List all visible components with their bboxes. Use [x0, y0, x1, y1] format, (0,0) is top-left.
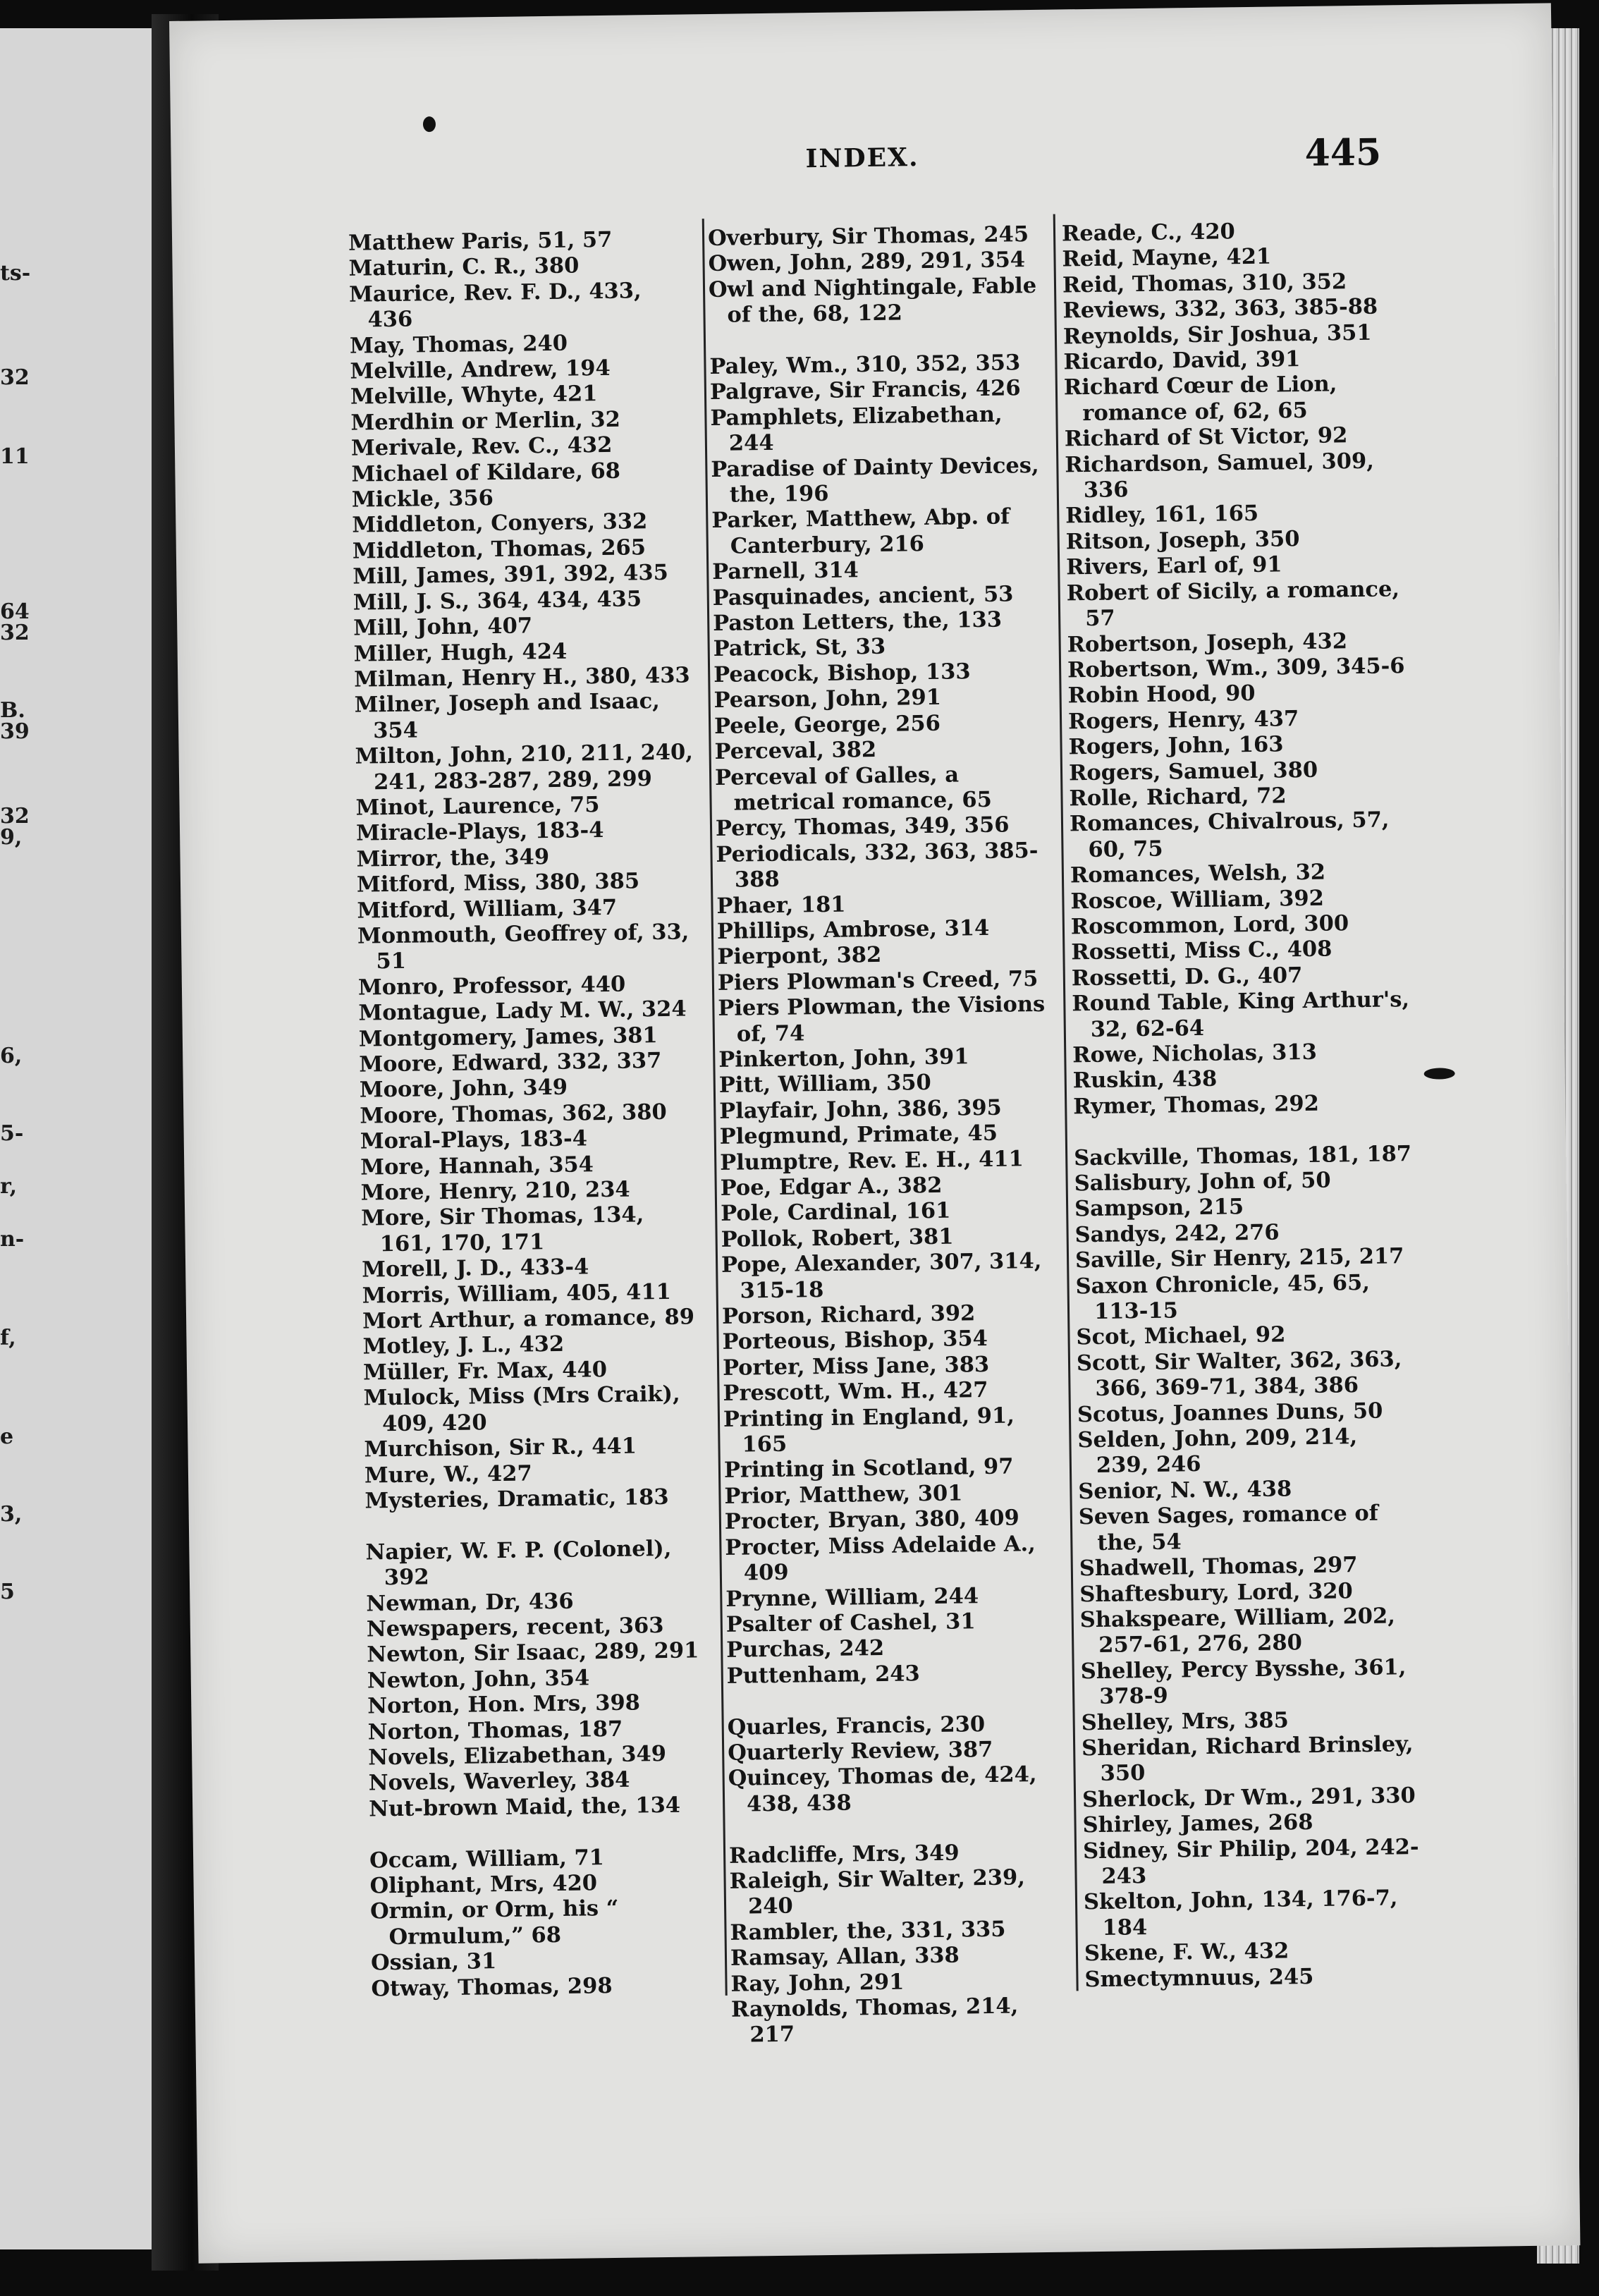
index-entry: Rivers, Earl of, 91 — [1066, 551, 1282, 580]
index-entry: Merdhin or Merlin, 32 — [350, 406, 621, 436]
facing-page-text: 39 — [0, 719, 30, 744]
ink-smudge — [1424, 1068, 1455, 1080]
index-entry: Newton, John, 354 — [367, 1665, 590, 1694]
index-entry: Sidney, Sir Philip, 204, 242-243 — [1082, 1833, 1419, 1889]
index-entry: Minot, Laurence, 75 — [355, 792, 600, 821]
index-entry: Sampson, 215 — [1074, 1194, 1244, 1222]
index-entry: Moore, John, 349 — [359, 1075, 568, 1104]
index-entry: Moore, Edward, 332, 337 — [359, 1047, 662, 1077]
index-entry: Rossetti, D. G., 407 — [1071, 962, 1303, 991]
index-entry: Monmouth, Geoffrey of, 33, 51 — [357, 919, 690, 975]
index-entry: Müller, Fr. Max, 440 — [362, 1356, 608, 1386]
facing-page-text: 32 — [0, 621, 30, 645]
index-entry: Periodicals, 332, 363, 385-388 — [716, 837, 1039, 893]
index-entry: Roscoe, William, 392 — [1070, 885, 1325, 914]
facing-page-text: 32 — [0, 804, 30, 829]
index-entry: Porteous, Bishop, 354 — [722, 1326, 988, 1355]
index-entry: Reviews, 332, 363, 385-88 — [1062, 293, 1378, 324]
index-entry: Robert of Sicily, a romance, 57 — [1066, 575, 1400, 632]
index-entry: Owen, John, 289, 291, 354 — [708, 247, 1026, 277]
ink-blot — [423, 116, 436, 132]
index-entry: Mickle, 356 — [351, 485, 494, 513]
index-entry: Prescott, Wm. H., 427 — [723, 1377, 988, 1407]
section-gap — [728, 1813, 1067, 1843]
index-entry: Purchas, 242 — [726, 1635, 885, 1663]
facing-page-text: 64 — [0, 599, 30, 624]
index-entry: Robin Hood, 90 — [1067, 680, 1256, 709]
index-entry: Reid, Thomas, 310, 352 — [1062, 268, 1347, 298]
index-column-1 — [348, 226, 710, 2001]
index-entry: Printing in England, 91, 165 — [723, 1403, 1015, 1458]
index-entry: Ruskin, 438 — [1072, 1066, 1218, 1094]
index-page — [169, 3, 1580, 2263]
index-entry: Procter, Bryan, 380, 409 — [724, 1505, 1019, 1535]
index-entry: Palgrave, Sir Francis, 426 — [709, 375, 1021, 405]
index-entry: Norton, Hon. Mrs, 398 — [367, 1690, 641, 1719]
section-gap — [1073, 1115, 1411, 1145]
index-entry: Miller, Hugh, 424 — [353, 638, 568, 667]
index-entry: Shelley, Percy Bysshe, 361, 378-9 — [1080, 1654, 1407, 1710]
index-entry: Sheridan, Richard Brinsley, 350 — [1081, 1731, 1414, 1787]
index-entry: Piers Plowman, the Visions of, 74 — [718, 991, 1046, 1047]
index-entry: Milton, John, 210, 211, 240, 241, 283-287, 289, 299 — [355, 739, 694, 795]
index-entry: More, Hannah, 354 — [360, 1151, 594, 1180]
index-entry: Procter, Miss Adelaide A., 409 — [725, 1530, 1036, 1586]
index-entry: Montague, Lady M. W., 324 — [358, 996, 687, 1026]
index-entry: Paradise of Dainty Devices, the, 196 — [711, 452, 1039, 508]
index-entry: Prynne, William, 244 — [725, 1582, 979, 1612]
index-entry: Rowe, Nicholas, 313 — [1072, 1039, 1318, 1068]
index-entry: Novels, Waverley, 384 — [368, 1767, 630, 1796]
index-entry: Robertson, Wm., 309, 345-6 — [1067, 653, 1405, 683]
index-entry: Ritson, Joseph, 350 — [1065, 525, 1300, 555]
index-entry: Morell, J. D., 433-4 — [361, 1254, 589, 1283]
index-entry: Ramsay, Allan, 338 — [730, 1942, 960, 1971]
facing-page-text: B. — [0, 698, 25, 723]
index-entry: Parker, Matthew, Abp. of Canterbury, 216 — [711, 503, 1010, 559]
index-entry: Milner, Joseph and Isaac, 354 — [354, 688, 661, 744]
index-entry: Quarterly Review, 387 — [727, 1736, 993, 1766]
index-entry: Saville, Sir Henry, 215, 217 — [1074, 1243, 1404, 1274]
index-entry: Mill, James, 391, 392, 435 — [353, 560, 669, 590]
index-entry: Merivale, Rev. C., 432 — [350, 432, 613, 461]
index-entry: Oliphant, Mrs, 420 — [369, 1870, 598, 1899]
index-entry: Richard of St Victor, 92 — [1064, 422, 1348, 452]
facing-page-text: n- — [0, 1227, 25, 1252]
index-entry: Michael of Kildare, 68 — [351, 458, 621, 487]
index-entry: Rogers, Samuel, 380 — [1068, 757, 1318, 786]
index-entry: Maurice, Rev. F. D., 433, 436 — [348, 278, 642, 333]
index-entry: Raleigh, Sir Walter, 239, 240 — [729, 1864, 1026, 1919]
index-entry: Mill, J. S., 364, 434, 435 — [353, 585, 642, 616]
index-entry: Pinkerton, John, 391 — [718, 1044, 969, 1073]
index-entry: Shelley, Mrs, 385 — [1081, 1706, 1289, 1735]
facing-page-text: e — [0, 1424, 14, 1449]
index-entry: Reynolds, Sir Joshua, 351 — [1062, 319, 1372, 350]
index-entry: Miracle-Plays, 183-4 — [355, 817, 604, 846]
index-entry: Plegmund, Primate, 45 — [719, 1120, 998, 1150]
index-entry: Romances, Chivalrous, 57, 60, 75 — [1069, 807, 1390, 862]
index-entry: Parnell, 314 — [712, 557, 859, 585]
index-entry: Shirley, James, 268 — [1082, 1809, 1313, 1838]
index-entry: Moore, Thomas, 362, 380 — [360, 1099, 667, 1129]
index-entry: Overbury, Sir Thomas, 245 — [707, 221, 1029, 252]
facing-page-text: 32 — [0, 365, 30, 390]
index-entry: Sherlock, Dr Wm., 291, 330 — [1082, 1782, 1416, 1813]
index-entry: Melville, Whyte, 421 — [350, 381, 598, 410]
index-entry: Newton, Sir Isaac, 289, 291 — [367, 1637, 699, 1668]
index-entry: Ossian, 31 — [370, 1948, 497, 1976]
index-column-2 — [708, 221, 1070, 2048]
index-entry: Richardson, Samuel, 309, 336 — [1065, 448, 1375, 503]
index-entry: Shakspeare, William, 202, 257-61, 276, 280 — [1079, 1603, 1396, 1659]
index-entry: Perceval, 382 — [714, 737, 877, 765]
index-entry: Robertson, Joseph, 432 — [1067, 628, 1348, 657]
index-entry: Seven Sages, romance of the, 54 — [1078, 1501, 1379, 1556]
index-entry: Printing in Scotland, 97 — [723, 1453, 1014, 1484]
index-entry: Phaer, 181 — [716, 891, 846, 919]
index-entry: Rolle, Richard, 72 — [1069, 783, 1287, 812]
index-entry: Rogers, John, 163 — [1068, 731, 1284, 760]
index-entry: Reade, C., 420 — [1061, 219, 1236, 247]
index-entry: Rossetti, Miss C., 408 — [1071, 936, 1332, 965]
index-entry: Percy, Thomas, 349, 356 — [715, 812, 1010, 842]
index-entry: Piers Plowman's Creed, 75 — [717, 965, 1039, 996]
index-entry: Pole, Cardinal, 161 — [720, 1198, 951, 1227]
index-entry: Peele, George, 256 — [713, 710, 941, 739]
index-entry: Scot, Michael, 92 — [1076, 1321, 1286, 1350]
index-entry: Paston Letters, the, 133 — [713, 606, 1003, 637]
index-entry: Raynolds, Thomas, 214, 217 — [730, 1993, 1019, 2048]
index-entry: Mulock, Miss (Mrs Craik), 409, 420 — [363, 1381, 680, 1436]
index-entry: Prior, Matthew, 301 — [724, 1480, 963, 1509]
index-entry: Poe, Edgar A., 382 — [720, 1172, 943, 1201]
index-entry: Motley, J. L., 432 — [362, 1331, 565, 1360]
facing-page-text: f, — [0, 1326, 16, 1350]
index-entry: Newman, Dr, 436 — [366, 1588, 574, 1617]
index-entry: Melville, Andrew, 194 — [350, 355, 611, 384]
index-entry: Paley, Wm., 310, 352, 353 — [709, 350, 1021, 380]
index-entry: Monro, Professor, 440 — [357, 971, 626, 1001]
index-entry: Roscommon, Lord, 300 — [1070, 910, 1349, 940]
index-entry: Porter, Miss Jane, 383 — [722, 1351, 990, 1381]
index-entry: Moral-Plays, 183-4 — [360, 1125, 588, 1154]
index-entry: Radcliffe, Mrs, 349 — [728, 1840, 960, 1869]
index-entry: Montgomery, James, 381 — [358, 1022, 658, 1052]
index-entry: Skene, F. W., 432 — [1084, 1938, 1289, 1967]
index-entry: Occam, William, 71 — [369, 1844, 605, 1874]
index-entry: Ormin, or Orm, his “ Ormulum,” 68 — [369, 1895, 619, 1950]
index-entry: Pamphlets, Elizabethan, 244 — [710, 401, 1003, 456]
index-entry: Pasquinades, ancient, 53 — [712, 581, 1014, 611]
index-entry: Salisbury, John of, 50 — [1074, 1167, 1331, 1197]
index-entry: Rymer, Thomas, 292 — [1073, 1090, 1320, 1120]
index-entry: Owl and Nightingale, Fable of the, 68, 122 — [708, 272, 1037, 328]
section-gap — [727, 1685, 1065, 1715]
index-entry: Porson, Richard, 392 — [721, 1300, 976, 1329]
index-entry: Puttenham, 243 — [726, 1660, 920, 1689]
running-head — [171, 130, 1552, 175]
index-entry: Ridley, 161, 165 — [1065, 501, 1259, 529]
facing-page-text: ts- — [0, 261, 31, 286]
index-entry: Mort Arthur, a romance, 89 — [362, 1304, 695, 1334]
facing-page-fragment — [0, 28, 152, 2249]
index-entry: Saxon Chronicle, 45, 65, 113-15 — [1075, 1269, 1371, 1325]
facing-page-text: 3, — [0, 1502, 23, 1527]
index-column-3 — [1062, 216, 1423, 1992]
index-entry: Pearson, John, 291 — [713, 685, 942, 714]
facing-page-text: 5 — [0, 1580, 15, 1604]
index-entry: Psalter of Cashel, 31 — [725, 1608, 976, 1637]
index-entry: Phillips, Ambrose, 314 — [716, 915, 990, 944]
page-number: 445 — [1304, 130, 1382, 175]
index-entry: Matthew Paris, 51, 57 — [348, 226, 613, 256]
index-entry: Quarles, Francis, 230 — [727, 1711, 986, 1740]
index-entry: Mysteries, Dramatic, 183 — [364, 1484, 669, 1514]
index-entry: Romances, Welsh, 32 — [1070, 859, 1326, 889]
index-entry: Shaftesbury, Lord, 320 — [1079, 1577, 1353, 1607]
page-title: INDEX. — [805, 142, 919, 174]
index-entry: Napier, W. F. P. (Colonel), 392 — [365, 1535, 672, 1591]
index-entry: Middleton, Conyers, 332 — [352, 508, 648, 539]
facing-page-text: r, — [0, 1174, 18, 1199]
index-entry: Sackville, Thomas, 181, 187 — [1073, 1140, 1412, 1171]
index-entry: Milman, Henry H., 380, 433 — [354, 662, 690, 692]
index-entry: Skelton, John, 134, 176-7, 184 — [1083, 1885, 1398, 1941]
index-entry: Pitt, William, 350 — [718, 1070, 931, 1099]
index-entry: Richard Cœur de Lion, romance of, 62, 65 — [1063, 371, 1337, 426]
index-entry: Novels, Elizabethan, 349 — [368, 1740, 667, 1771]
index-entry: Smectymnuus, 245 — [1084, 1963, 1314, 1992]
index-entry: Ray, John, 291 — [730, 1969, 905, 1997]
index-entry: Mill, John, 407 — [353, 613, 533, 641]
index-entry: Norton, Thomas, 187 — [367, 1716, 623, 1745]
index-entry: More, Sir Thomas, 134, 161, 170, 171 — [361, 1202, 644, 1257]
index-entry: Scott, Sir Walter, 362, 363, 366, 369-71, 384, 386 — [1076, 1346, 1402, 1402]
index-entry: Mitford, William, 347 — [357, 894, 618, 924]
index-entry: Quincey, Thomas de, 424, 438, 438 — [728, 1761, 1037, 1817]
facing-page-text: 11 — [0, 444, 30, 469]
index-entry: Rogers, Henry, 437 — [1067, 705, 1299, 735]
facing-page-text: 6, — [0, 1044, 23, 1068]
index-entry: More, Henry, 210, 234 — [360, 1176, 630, 1206]
index-entry: Plumptre, Rev. E. H., 411 — [720, 1145, 1024, 1176]
index-entry: Patrick, St, 33 — [713, 634, 886, 662]
index-entry: Murchison, Sir R., 441 — [364, 1433, 637, 1463]
index-entry: Shadwell, Thomas, 297 — [1079, 1552, 1358, 1582]
facing-page-text: 9, — [0, 825, 23, 850]
index-entry: Maturin, C. R., 380 — [348, 252, 580, 282]
index-entry: Playfair, John, 386, 395 — [719, 1094, 1003, 1124]
index-entry: Round Table, King Arthur's, 32, 62-64 — [1072, 987, 1410, 1042]
index-entry: Morris, William, 405, 411 — [362, 1278, 672, 1309]
index-entry: Peacock, Bishop, 133 — [713, 659, 971, 688]
index-entry: Sandys, 242, 276 — [1074, 1219, 1280, 1248]
index-entry: Otway, Thomas, 298 — [371, 1972, 613, 2002]
index-entry: Nut-brown Maid, the, 134 — [368, 1792, 681, 1822]
index-entry: Middleton, Thomas, 265 — [352, 535, 647, 564]
section-gap — [709, 324, 1048, 354]
index-entry: Pollok, Robert, 381 — [721, 1223, 954, 1252]
index-entry: Selden, John, 209, 214, 239, 246 — [1077, 1424, 1358, 1479]
index-entry: Scotus, Joannes Duns, 50 — [1077, 1398, 1383, 1427]
index-entry: Reid, Mayne, 421 — [1062, 243, 1272, 272]
index-entry: Mitford, Miss, 380, 385 — [356, 868, 640, 898]
section-gap — [365, 1510, 704, 1540]
index-entry: Mure, W., 427 — [364, 1460, 532, 1489]
index-entry: Senior, N. W., 438 — [1078, 1476, 1292, 1505]
index-entry: Perceval of Galles, a metrical romance, 65 — [714, 761, 993, 816]
index-entry: May, Thomas, 240 — [349, 330, 568, 359]
index-entry: Mirror, the, 349 — [356, 843, 550, 872]
index-entry: Pierpont, 382 — [717, 942, 882, 970]
section-gap — [369, 1817, 707, 1848]
index-entry: Ricardo, David, 391 — [1063, 346, 1301, 375]
index-entry: Newspapers, recent, 363 — [366, 1612, 664, 1642]
facing-page-text: 5- — [0, 1121, 24, 1146]
index-entry: Rambler, the, 331, 335 — [730, 1916, 1006, 1946]
index-entry: Pope, Alexander, 307, 314, 315-18 — [721, 1248, 1042, 1304]
